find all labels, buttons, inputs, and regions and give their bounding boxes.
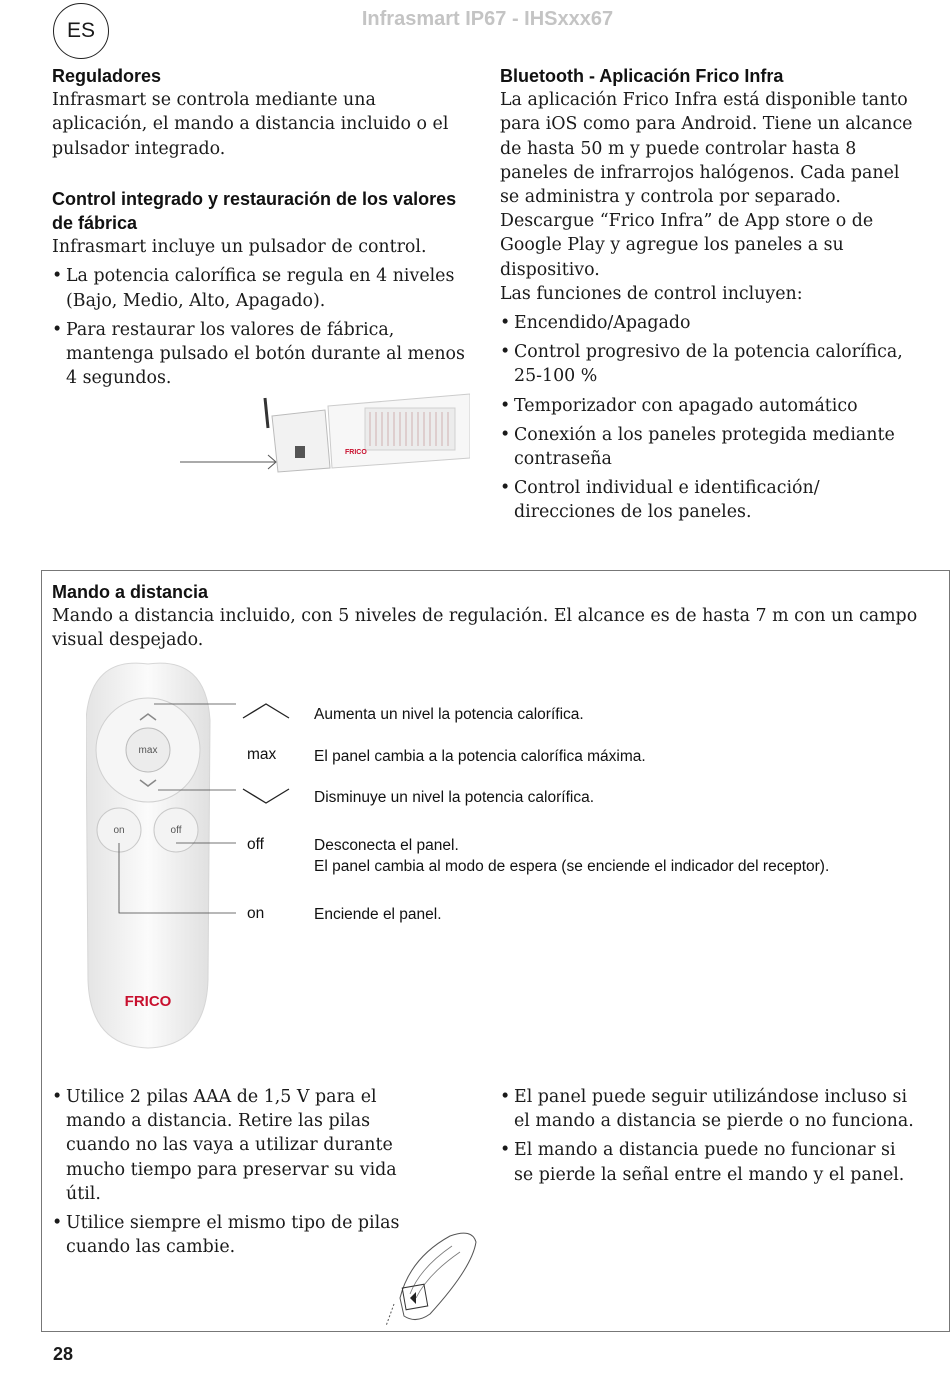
page-number: 28 xyxy=(53,1344,74,1364)
list-item: • Conexión a los paneles protegida mediante contraseña xyxy=(500,423,920,471)
down-description: Disminuye un nivel la potencia calorífica. xyxy=(314,789,594,806)
max-description: El panel cambia a la potencia calorífica máxima. xyxy=(314,748,646,765)
list-item: • Utilice siempre el mismo tipo de pilas cuando las cambie. xyxy=(52,1211,422,1259)
chevron-down-icon xyxy=(241,786,291,806)
control-heading: Control integrado y restauración de los valores de fábrica xyxy=(52,188,457,234)
chevron-up-icon xyxy=(241,701,291,721)
remote-text: Mando a distancia incluido, con 5 niveles de regulación. El alcance es de hasta 7 m con un campo visual despejado. xyxy=(52,606,918,651)
right-column xyxy=(500,64,920,525)
remote-on-button: on xyxy=(113,825,125,836)
remote-notes xyxy=(500,1080,920,1187)
battery-notes xyxy=(52,1080,422,1259)
control-text: Infrasmart incluye un pulsador de control. xyxy=(52,237,427,258)
functions-intro: Las funciones de control incluyen: xyxy=(500,283,803,304)
list-item: • Control individual e identificación/ direcciones de los paneles. xyxy=(500,476,920,524)
list-item: • Encendido/Apagado xyxy=(500,311,920,335)
remote-brand-logo: FRICO xyxy=(124,993,172,1010)
max-label: max xyxy=(247,746,277,763)
reguladores-text: Infrasmart se controla mediante una aplicación, el mando a distancia incluido o el pulsador integrado. xyxy=(52,90,449,159)
battery-compartment-illustration xyxy=(380,1228,480,1328)
remote-intro xyxy=(52,580,947,653)
list-item: • Para restaurar los valores de fábrica, mantenga pulsado el botón durante al menos 4 segundos. xyxy=(52,318,472,391)
remote-max-button: max xyxy=(138,745,158,756)
language-badge: ES xyxy=(53,3,109,59)
panel-brand-logo: FRICO xyxy=(345,449,367,456)
off-description-1: Desconecta el panel. xyxy=(314,837,459,854)
list-item: • La potencia calorífica se regula en 4 niveles (Bajo, Medio, Alto, Apagado). xyxy=(52,264,472,312)
on-label: on xyxy=(247,905,265,922)
list-item: • Control progresivo de la potencia calorífica, 25-100 % xyxy=(500,340,920,388)
bluetooth-text: La aplicación Frico Infra está disponible tanto para iOS como para Android. Tiene un alcance de hasta 50 m y puede controlar hasta 8 paneles de infrarrojos halógenos. Cada panel se administra y controla por separado. Descargue “Frico Infra” de App store o de Google Play y agregue los paneles a su dispositivo. xyxy=(500,90,913,280)
document-title: Infrasmart IP67 - IHSxxx67 xyxy=(361,8,614,30)
list-item: • Utilice 2 pilas AAA de 1,5 V para el mando a distancia. Retire las pilas cuando no las vaya a utilizar durante mucho tiempo para preservar su vida útil. xyxy=(52,1085,422,1206)
off-label: off xyxy=(247,836,264,853)
left-column xyxy=(52,64,472,390)
on-description: Enciende el panel. xyxy=(314,906,442,923)
up-description: Aumenta un nivel la potencia calorífica. xyxy=(314,706,584,723)
heater-panel-illustration xyxy=(180,388,470,478)
list-item: • Temporizador con apagado automático xyxy=(500,394,920,418)
off-description-2: El panel cambia al modo de espera (se enciende el indicador del receptor). xyxy=(314,858,830,875)
bluetooth-heading: Bluetooth - Aplicación Frico Infra xyxy=(500,66,784,86)
reguladores-heading: Reguladores xyxy=(52,66,162,86)
remote-heading: Mando a distancia xyxy=(52,582,209,602)
remote-off-button: off xyxy=(170,825,182,836)
list-item: • El panel puede seguir utilizándose incluso si el mando a distancia se pierde o no funciona. xyxy=(500,1085,920,1133)
list-item: • El mando a distancia puede no funcionar si se pierde la señal entre el mando y el panel. xyxy=(500,1138,920,1186)
